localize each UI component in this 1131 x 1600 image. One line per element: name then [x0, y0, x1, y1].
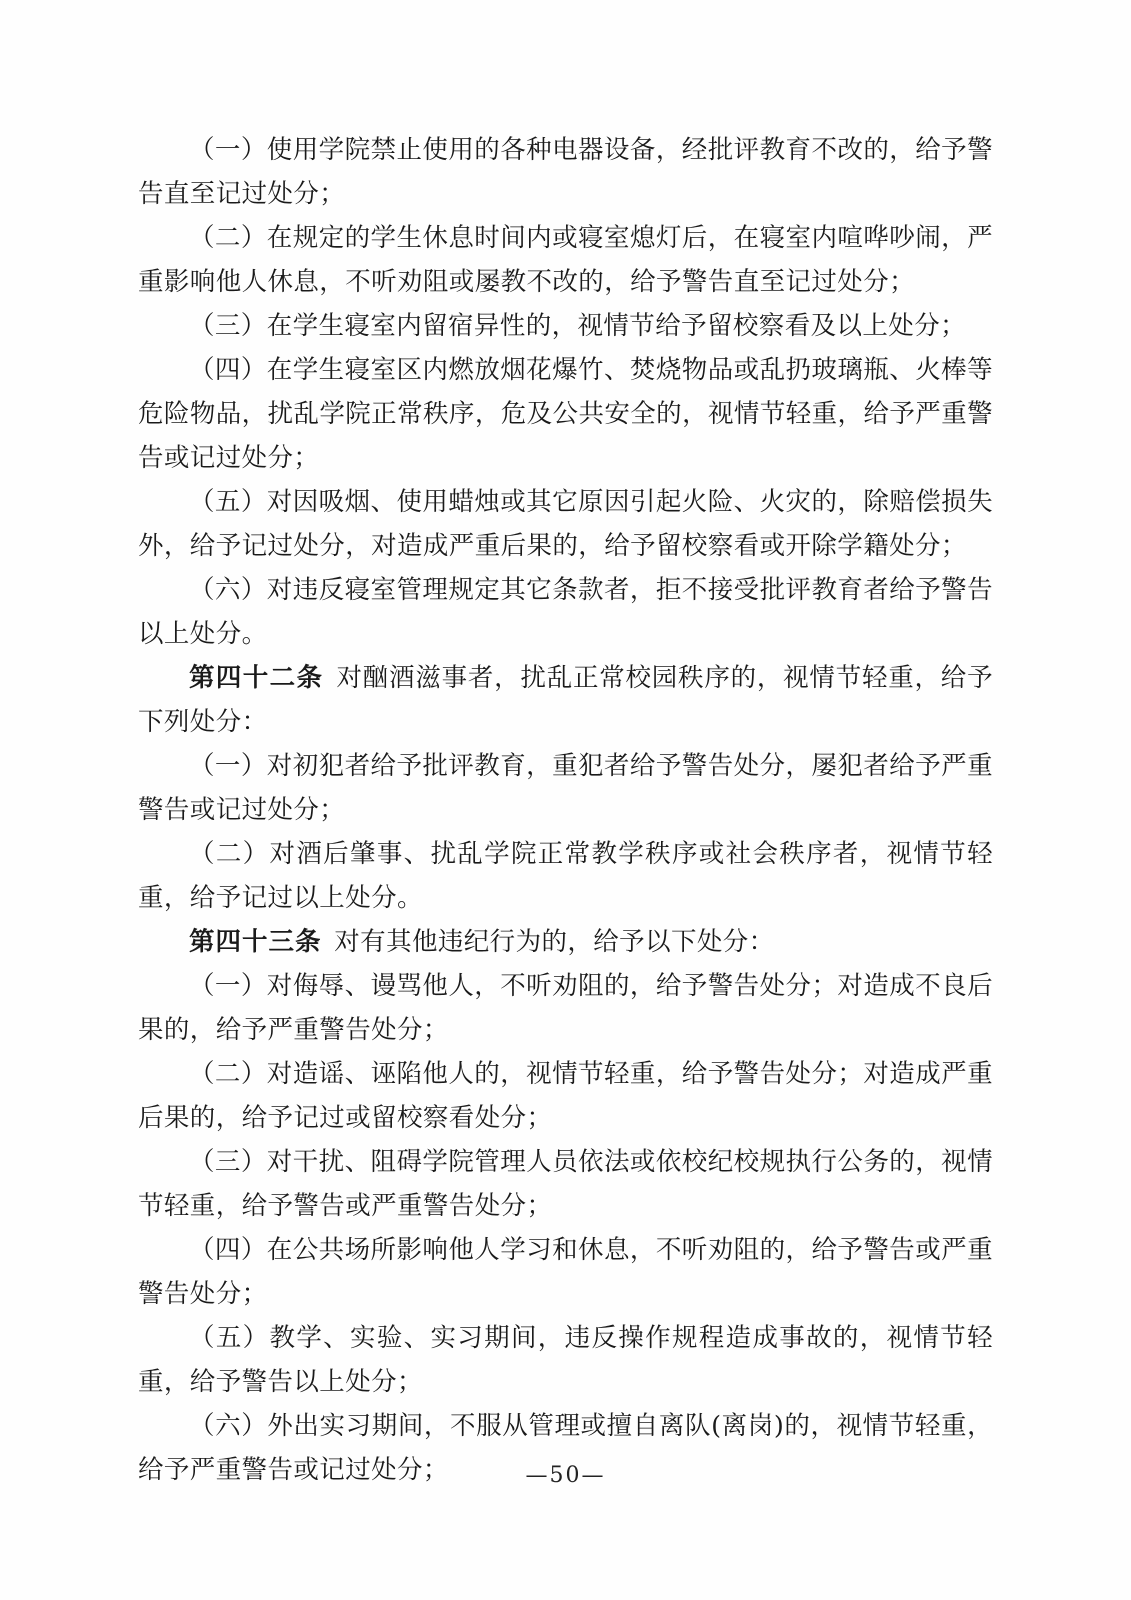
- paragraph-text: （一）使用学院禁止使用的各种电器设备，经批评教育不改的，给予警告直至记过处分；: [138, 135, 993, 209]
- list-item: [138, 1052, 993, 1140]
- paragraph-text: （二）对造谣、诬陷他人的，视情节轻重，给予警告处分；对造成严重后果的，给予记过或留校察看处分；: [138, 1059, 993, 1133]
- paragraph-text: （四）在学生寝室区内燃放烟花爆竹、焚烧物品或乱扔玻璃瓶、火棒等危险物品，扰乱学院正常秩序，危及公共安全的，视情节轻重，给予严重警告或记过处分；: [138, 355, 993, 473]
- document-body: [138, 128, 993, 1492]
- paragraph-text: （三）在学生寝室内留宿异性的，视情节给予留校察看及以上处分；: [189, 311, 967, 341]
- article-heading-43: [138, 920, 993, 964]
- paragraph-text: （二）在规定的学生休息时间内或寝室熄灯后，在寝室内喧哗吵闹，严重影响他人休息，不听劝阻或屡教不改的，给予警告直至记过处分；: [138, 223, 993, 297]
- list-item: [138, 744, 993, 832]
- paragraph-text: （六）对违反寝室管理规定其它条款者，拒不接受批评教育者给予警告以上处分。: [138, 575, 993, 649]
- paragraph-text: （六）外出实习期间，不服从管理或擅自离队(离岗)的，视情节轻重，给予严重警告或记过处分；: [138, 1411, 993, 1485]
- list-item: [138, 304, 993, 348]
- paragraph-text: （一）对初犯者给予批评教育，重犯者给予警告处分，屡犯者给予严重警告或记过处分；: [138, 751, 993, 825]
- paragraph-text: 对酗酒滋事者，扰乱正常校园秩序的，视情节轻重，给予下列处分：: [138, 663, 993, 737]
- list-item: [138, 832, 993, 920]
- paragraph-text: （二）对酒后肇事、扰乱学院正常教学秩序或社会秩序者，视情节轻重，给予记过以上处分。: [138, 839, 993, 913]
- list-item: [138, 1228, 993, 1316]
- list-item: [138, 964, 993, 1052]
- article-number: 第四十二条: [189, 663, 324, 693]
- list-item: [138, 216, 993, 304]
- list-item: [138, 348, 993, 480]
- paragraph-text: 对有其他违纪行为的，给予以下处分：: [334, 927, 775, 957]
- article-heading-42: [138, 656, 993, 744]
- list-item: [138, 1140, 993, 1228]
- list-item: [138, 480, 993, 568]
- list-item: [138, 1316, 993, 1404]
- paragraph-text: （四）在公共场所影响他人学习和休息，不听劝阻的，给予警告或严重警告处分；: [138, 1235, 993, 1309]
- page-number: —50—: [525, 1463, 606, 1488]
- paragraph-text: （五）对因吸烟、使用蜡烛或其它原因引起火险、火灾的，除赔偿损失外，给予记过处分，对造成严重后果的，给予留校察看或开除学籍处分；: [138, 487, 993, 561]
- article-number: 第四十三条: [189, 927, 322, 957]
- paragraph-text: （三）对干扰、阻碍学院管理人员依法或依校纪校规执行公务的，视情节轻重，给予警告或严重警告处分；: [138, 1147, 993, 1221]
- paragraph-text: （一）对侮辱、谩骂他人，不听劝阻的，给予警告处分；对造成不良后果的，给予严重警告处分；: [138, 971, 993, 1045]
- list-item: [138, 568, 993, 656]
- list-item: [138, 128, 993, 216]
- paragraph-text: （五）教学、实验、实习期间，违反操作规程造成事故的，视情节轻重，给予警告以上处分；: [138, 1323, 993, 1397]
